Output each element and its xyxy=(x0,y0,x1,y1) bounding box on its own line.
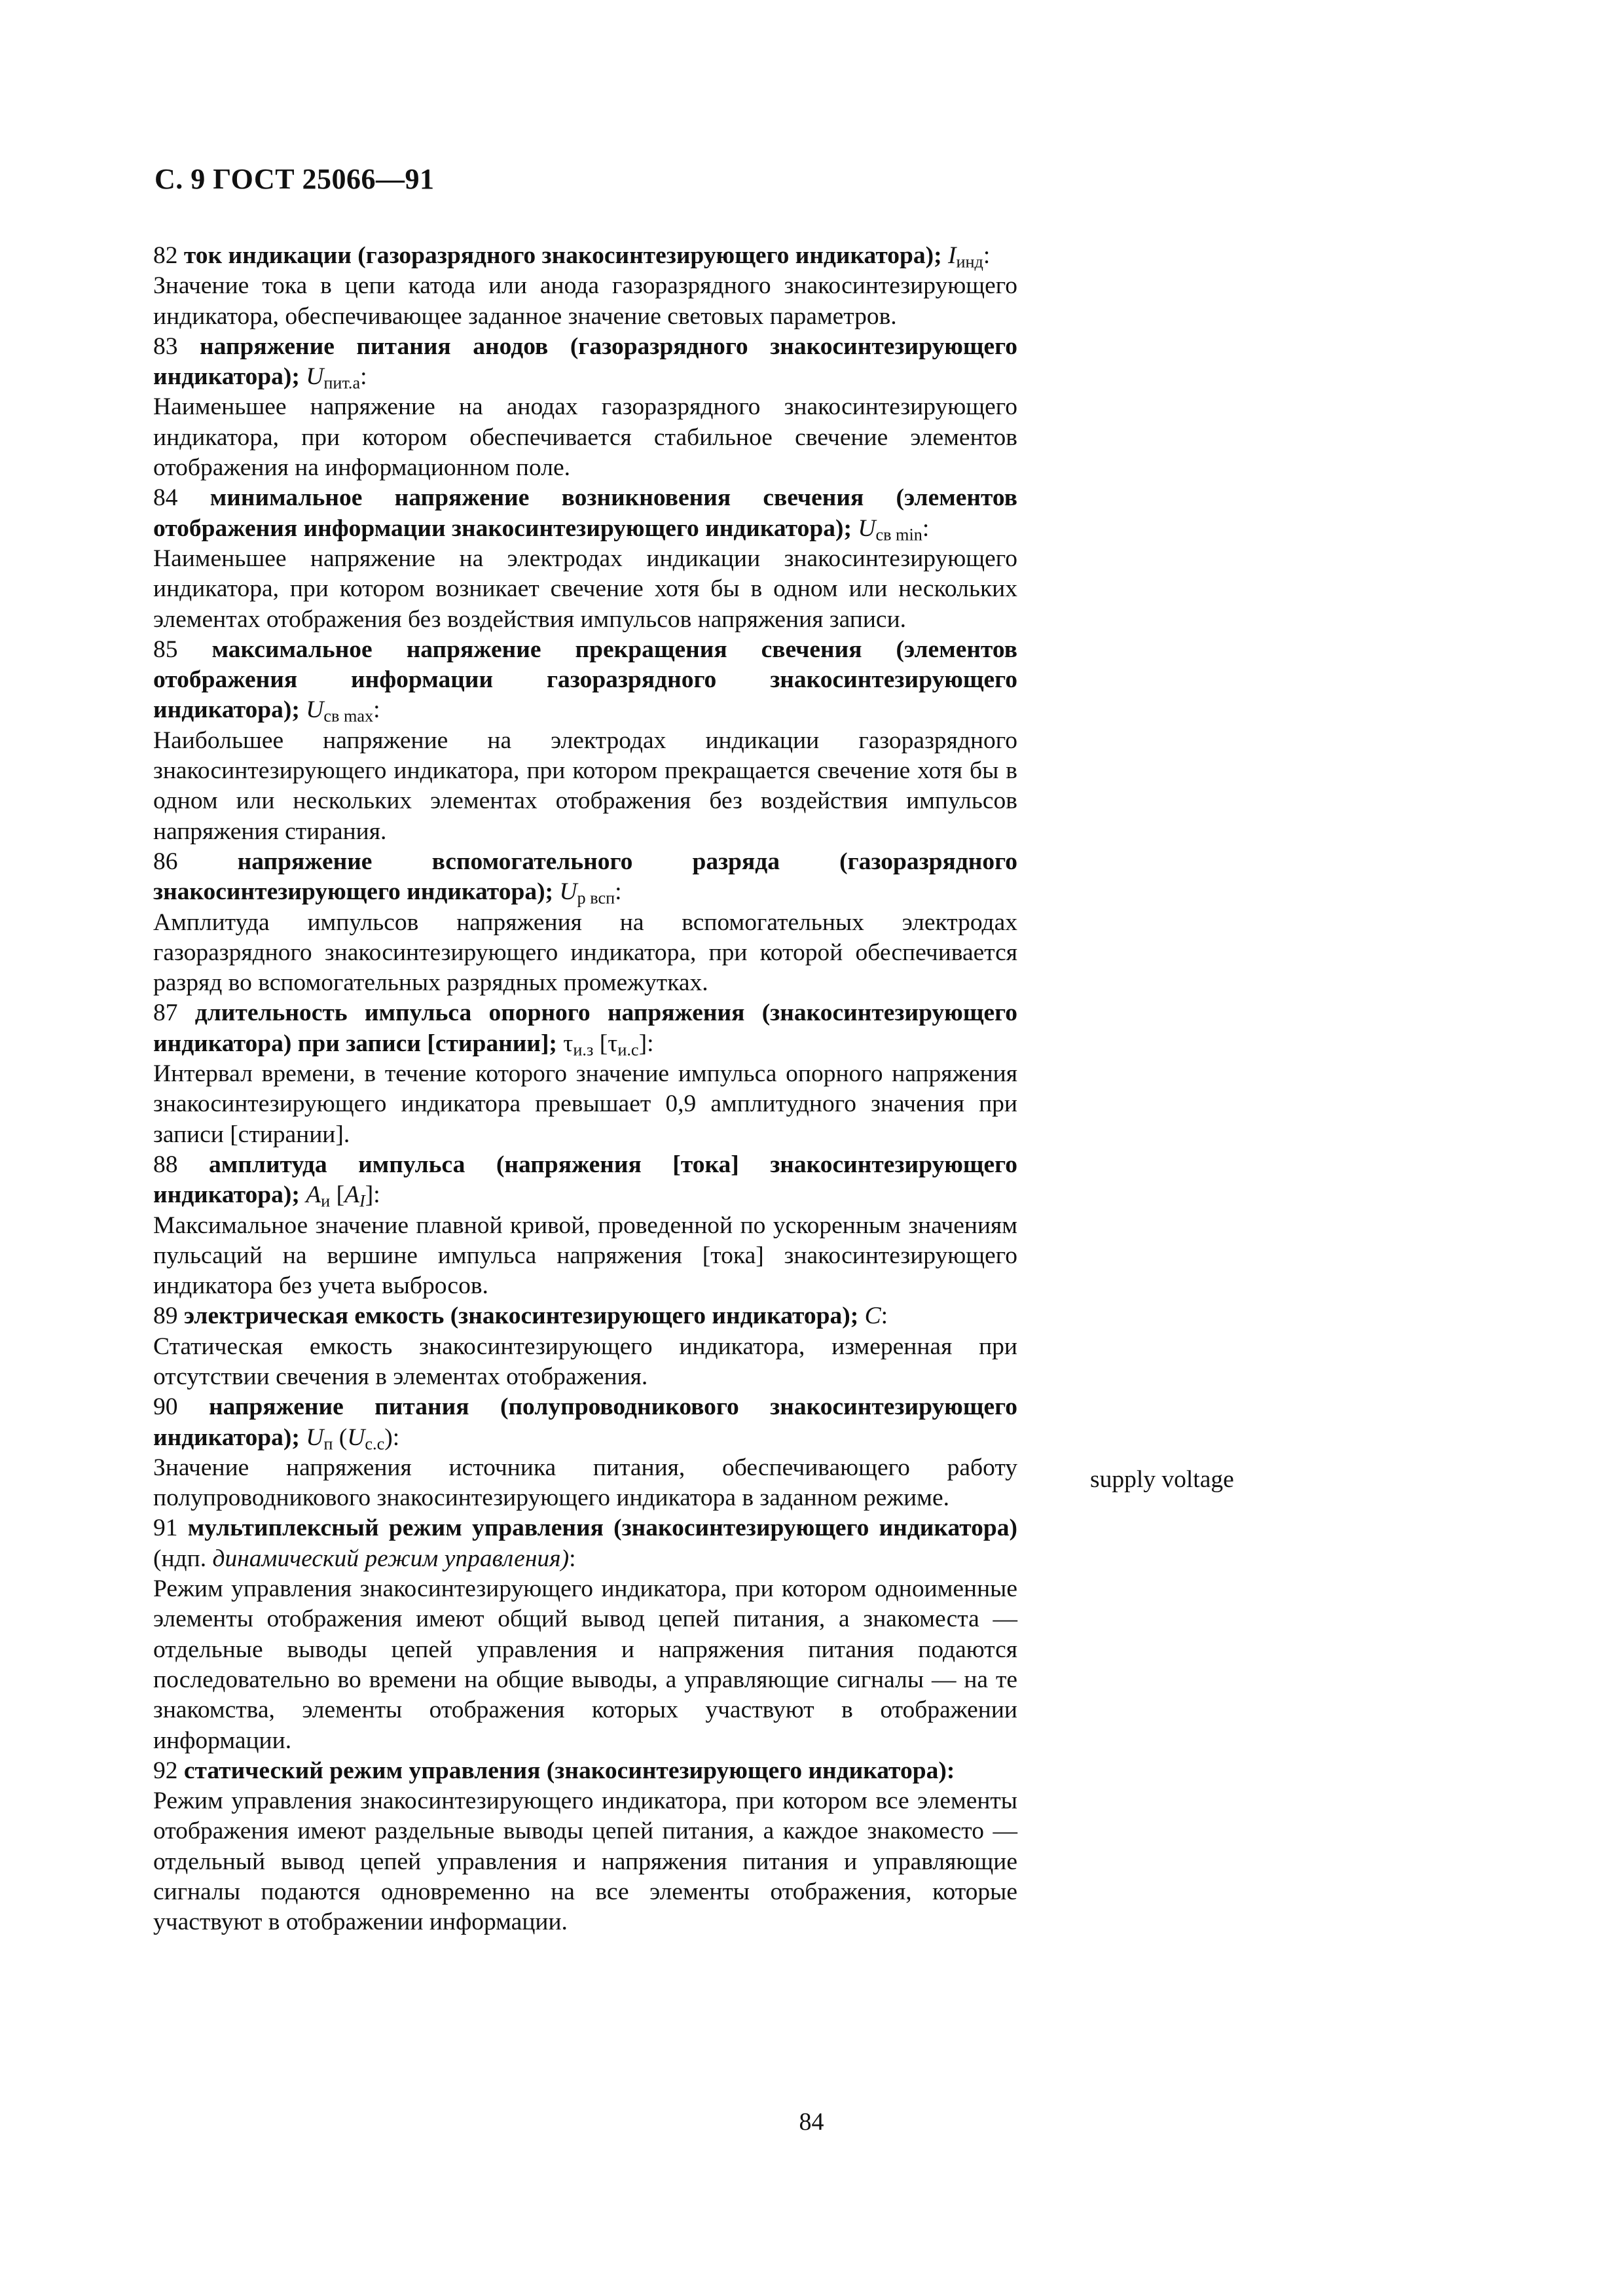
term-symbol: U xyxy=(858,514,876,542)
term-symbol-subscript: и.з xyxy=(573,1040,594,1060)
term-heading xyxy=(153,1756,1017,1786)
term-symbol-bracket-close: ) xyxy=(384,1424,393,1451)
term-number: 88 xyxy=(153,1151,178,1178)
term-heading xyxy=(153,1513,1017,1574)
term-number: 86 xyxy=(153,848,178,875)
term-title: напряжение питания (полупроводникового знакосинтезирующего индикатора); xyxy=(153,1393,1017,1451)
term-definition: Статическая емкость знакосинтезирующего индикатора, измеренная при отсутствии свечения в элементах отображения. xyxy=(153,1333,1017,1390)
term-deprecated-synonym: динамический режим управления) xyxy=(212,1545,570,1572)
term-definition: Наименьшее напряжение на анодах газоразрядного знакосинтезирующего индикатора, при котором обеспечивается стабильное свечение элементов отображения на информационном поле. xyxy=(153,393,1017,482)
term-number: 84 xyxy=(153,484,178,512)
term-title: ток индикации (газоразрядного знакосинтезирующего индикатора); xyxy=(183,242,942,269)
term-colon: : xyxy=(881,1302,888,1330)
term-symbol-subscript: св max xyxy=(323,707,374,726)
term-symbol-subscript: р всп xyxy=(577,888,615,908)
term-symbol: U xyxy=(559,878,577,906)
term-colon: : xyxy=(569,1545,576,1572)
term-entry-91 xyxy=(153,1513,1017,1755)
term-number: 83 xyxy=(153,332,178,360)
term-symbol-alt: U xyxy=(347,1424,365,1451)
term-symbol-subscript: п xyxy=(323,1434,333,1454)
term-definition: Наибольшее напряжение на электродах индикации газоразрядного знакосинтезирующего индикатора, при котором прекращается свечение хотя бы в одном или нескольких элементах отображения без воздействия импульсов напряжения стирания. xyxy=(153,726,1017,845)
term-title: длительность импульса опорного напряжения (знакосинтезирующего индикатора) при записи [стирании]; xyxy=(153,999,1017,1057)
english-equivalent: supply voltage xyxy=(1090,1466,1234,1493)
term-entry-92 xyxy=(153,1756,1017,1938)
term-symbol-alt-subscript: I xyxy=(359,1191,365,1211)
term-entry-90 xyxy=(153,1392,1017,1513)
term-definition: Амплитуда импульсов напряжения на вспомогательных электродах газоразрядного знакосинтезирующего индикатора, при которой обеспечивается разряд во вспомогательных разрядных промежутках. xyxy=(153,908,1017,997)
term-symbol-bracket-close: ] xyxy=(638,1030,647,1057)
term-entry-84 xyxy=(153,483,1017,634)
term-number: 82 xyxy=(153,242,178,269)
term-heading xyxy=(153,847,1017,908)
term-symbol-bracket-open: [ xyxy=(330,1181,345,1209)
term-symbol-alt-subscript: с.с xyxy=(365,1434,385,1454)
term-symbol: τ xyxy=(563,1030,574,1057)
term-number: 90 xyxy=(153,1393,178,1421)
page-number: 84 xyxy=(799,2108,824,2136)
term-entry-82 xyxy=(153,241,1017,332)
term-heading xyxy=(153,998,1017,1059)
term-symbol: A xyxy=(306,1181,321,1209)
term-heading xyxy=(153,483,1017,544)
term-symbol-bracket-open: ( xyxy=(333,1424,348,1451)
term-symbol-bracket-close: ] xyxy=(365,1181,374,1209)
terms-list xyxy=(153,241,1017,1938)
term-number: 85 xyxy=(153,636,178,663)
term-symbol: U xyxy=(306,363,324,391)
term-symbol-alt: A xyxy=(344,1181,360,1209)
term-number: 91 xyxy=(153,1515,178,1542)
term-definition: Интервал времени, в течение которого значение импульса опорного напряжения знакосинтезирующего индикатора превышает 0,9 амплитудного значения при записи [стирании]. xyxy=(153,1060,1017,1148)
term-number: 92 xyxy=(153,1757,178,1784)
term-colon: : xyxy=(373,696,380,724)
term-title: мультиплексный режим управления (знакосинтезирующего индикатора) xyxy=(187,1515,1017,1542)
term-entry-86 xyxy=(153,847,1017,998)
page-header: С. 9 ГОСТ 25066—91 xyxy=(155,163,435,195)
term-colon: : xyxy=(983,242,991,269)
term-heading xyxy=(153,1301,1017,1331)
term-title: статический режим управления (знакосинтезирующего индикатора): xyxy=(183,1757,955,1784)
term-heading xyxy=(153,1150,1017,1211)
term-entry-83 xyxy=(153,332,1017,483)
term-heading xyxy=(153,332,1017,393)
term-heading xyxy=(153,1392,1017,1453)
term-definition: Режим управления знакосинтезирующего индикатора, при котором все элементы отображения имеют раздельные выводы цепей питания, а каждое знакоместо — отдельный вывод цепей управления и напряжения питания и управляющие сигналы подаются одновременно на все элементы отображения, которые участвуют в отображении информации. xyxy=(153,1787,1017,1936)
term-title: напряжение питания анодов (газоразрядного знакосинтезирующего индикатора); xyxy=(153,332,1018,391)
term-symbol-alt-subscript: и.с xyxy=(617,1040,639,1060)
term-colon: : xyxy=(615,878,622,906)
term-colon: : xyxy=(360,363,367,391)
term-title: напряжение вспомогательного разряда (газоразрядного знакосинтезирующего индикатора); xyxy=(153,848,1017,906)
term-symbol-subscript: и xyxy=(321,1191,331,1211)
term-symbol: U xyxy=(306,696,324,724)
term-definition: Режим управления знакосинтезирующего индикатора, при котором одноименные элементы отображения имеют общий вывод цепей питания, а знакоместа — отдельные выводы цепей управления и напряжения питания подаются последовательно во времени на общие выводы, а управляющие сигналы — на те знакомства, элементы отображения которых участвуют в отображении информации. xyxy=(153,1575,1017,1754)
term-entry-88 xyxy=(153,1150,1017,1301)
term-symbol: C xyxy=(864,1302,881,1330)
term-title: максимальное напряжение прекращения свечения (элементов отображения информации газоразрядного знакосинтезирующего индикатора); xyxy=(153,636,1017,724)
term-symbol-alt: τ xyxy=(608,1030,618,1057)
term-colon: : xyxy=(392,1424,400,1451)
term-title: минимальное напряжение возникновения свечения (элементов отображения информации знакосинтезирующего индикатора); xyxy=(153,484,1017,542)
term-definition: Максимальное значение плавной кривой, проведенной по ускоренным значениям пульсаций на вершине импульса напряжения [тока] знакосинтезирующего индикатора без учета выбросов. xyxy=(153,1211,1017,1300)
term-title: электрическая емкость (знакосинтезирующего индикатора); xyxy=(183,1302,859,1330)
term-entry-89 xyxy=(153,1301,1017,1392)
term-symbol-bracket-open: [ xyxy=(593,1030,608,1057)
term-definition: Значение напряжения источника питания, обеспечивающего работу полупроводникового знакосинтезирующего индикатора в заданном режиме. xyxy=(153,1454,1017,1512)
term-entry-85 xyxy=(153,635,1017,847)
term-note-prefix: (ндп. xyxy=(153,1545,213,1572)
term-symbol-subscript: инд xyxy=(956,252,983,272)
term-entry-87 xyxy=(153,998,1017,1149)
term-symbol: I xyxy=(947,242,957,269)
term-symbol: U xyxy=(306,1424,324,1451)
term-heading xyxy=(153,241,1017,271)
term-title: амплитуда импульса (напряжения [тока] знакосинтезирующего индикатора); xyxy=(153,1151,1018,1209)
term-heading xyxy=(153,635,1017,726)
term-symbol-subscript: св min xyxy=(875,525,922,545)
term-colon: : xyxy=(373,1181,380,1209)
term-number: 89 xyxy=(153,1302,178,1330)
term-definition: Наименьшее напряжение на электродах индикации знакосинтезирующего индикатора, при котором возникает свечение хотя бы в одном или нескольких элементах отображения без воздействия импульсов напряжения записи. xyxy=(153,545,1017,633)
term-number: 87 xyxy=(153,999,178,1027)
term-definition: Значение тока в цепи катода или анода газоразрядного знакосинтезирующего индикатора, обеспечивающее заданное значение световых параметров. xyxy=(153,272,1017,330)
term-colon: : xyxy=(647,1030,654,1057)
term-colon: : xyxy=(922,514,930,542)
term-symbol-subscript: пит.а xyxy=(323,373,361,393)
